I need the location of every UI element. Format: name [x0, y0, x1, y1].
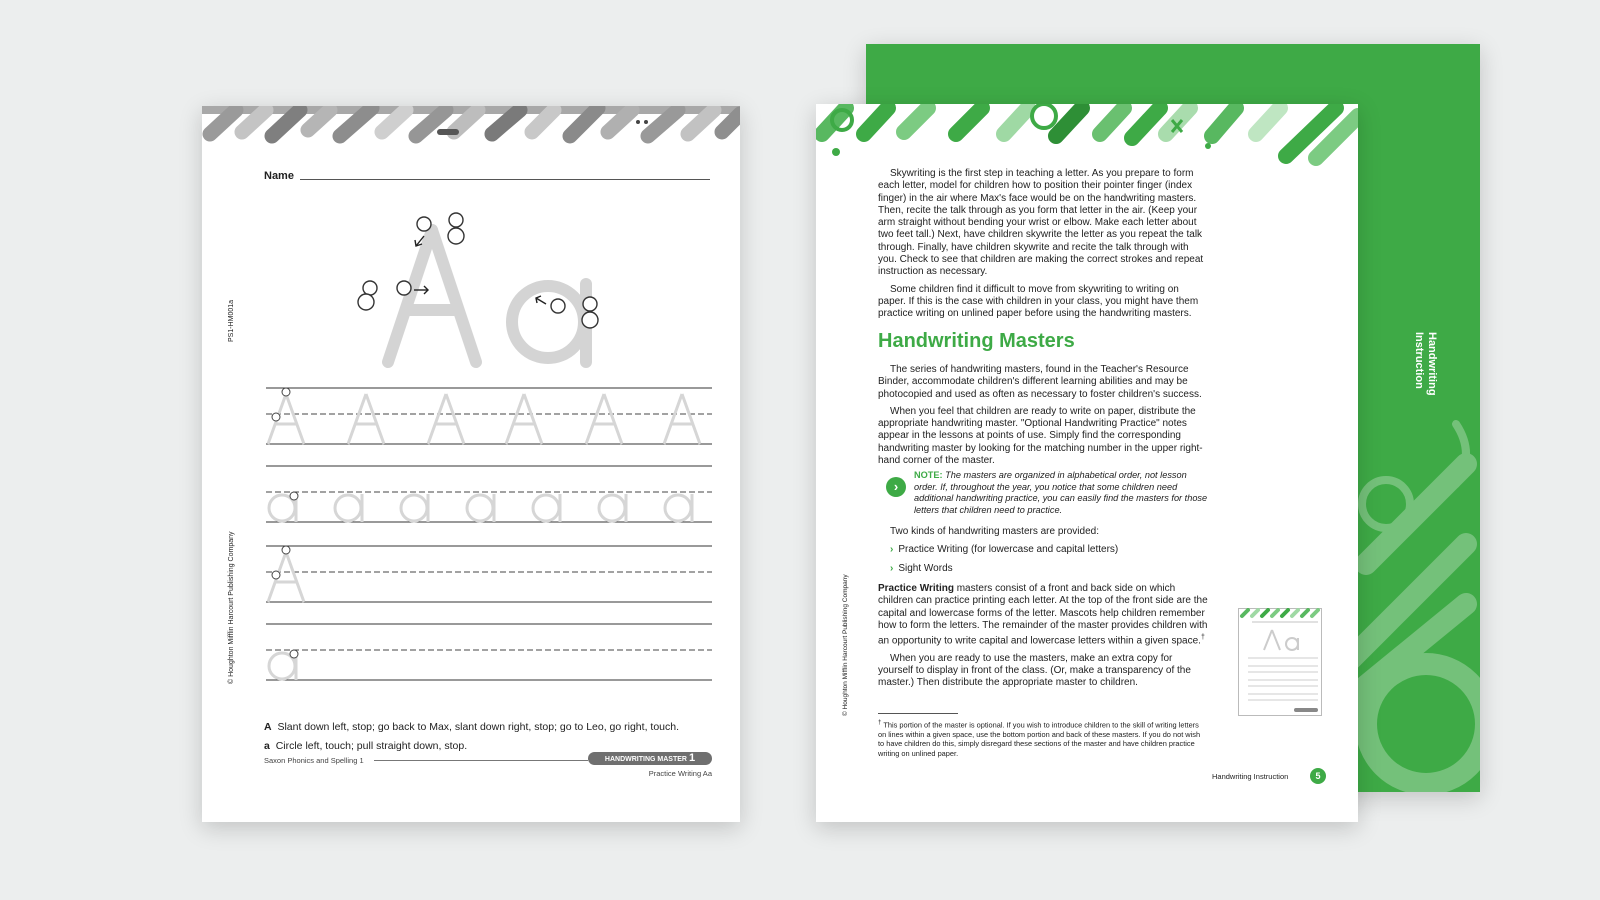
- instructions: [264, 718, 679, 756]
- footer-badge-text: HANDWRITING MASTER: [604, 756, 687, 763]
- instruction-letter: a: [264, 740, 270, 752]
- kinds-item-practice: [890, 544, 1118, 555]
- practice-lines: [266, 386, 712, 691]
- practice-paragraph: [878, 583, 1208, 648]
- kinds-item-sight-words: [890, 563, 953, 574]
- practice-text: [878, 583, 1208, 690]
- copyright-text: © Houghton Mifflin Harcourt Publishing Company: [228, 531, 235, 684]
- footer-subtitle: Practice Writing Aa: [648, 769, 712, 778]
- green-pattern-band: [816, 104, 1358, 174]
- intro-paragraph: Some children find it difficult to move from skywriting to writing on paper. If this is the case with children in your class, you might have them practice writing on unlined paper before using the handwriting masters.: [878, 283, 1199, 320]
- practice-body: masters consist of a front and back side on which children can practice printing each letter. At the top of the front side are the capital and lowercase forms of the letter. Mascots help children remember how to form the letters. The remainder of the master provides children with an opportunity to write capital and lowercase letters within a given space.: [878, 583, 1208, 647]
- footnote: [878, 718, 1208, 758]
- instruction-text: Circle left, touch; pull straight down, stop.: [275, 740, 468, 752]
- instruction-text: Slant down left, stop; go back to Max, slant down right, stop; go to Leo, go right, touch.: [277, 721, 680, 733]
- instruction-page: [816, 104, 1358, 822]
- gray-pattern-band: [202, 106, 740, 146]
- master-thumbnail: [1238, 608, 1322, 716]
- kinds-item-label: Sight Words: [898, 563, 953, 574]
- bullet-chevron-icon: ›: [890, 563, 894, 574]
- footnote-mark: †: [878, 719, 882, 726]
- kinds-item-label: Practice Writing (for lowercase and capital letters): [898, 544, 1119, 555]
- note-chevron-icon: ›: [886, 477, 906, 497]
- instruction-capital: [264, 718, 679, 737]
- bullet-chevron-icon: ›: [890, 544, 894, 555]
- section-paragraph: The series of handwriting masters, found in the Teacher's Resource Binder, accommodate children's different learning abilities and may be photocopied and used as often as necessary to foster children's success.: [878, 364, 1202, 400]
- tab-label: [1412, 332, 1438, 396]
- tab-label-line2: Instruction: [1413, 332, 1425, 389]
- kinds-intro: Two kinds of handwriting masters are provided:: [890, 526, 1099, 537]
- section-text: [878, 364, 1208, 467]
- footnote-text: This portion of the master is optional. If you wish to introduce children to the skill of writing letters on lines within a given space, use the bottom portion and back of these masters. If you do not wish to have children do this, simply disregard these sections of the master and have children practice writing on unlined paper.: [878, 720, 1201, 758]
- ready-paragraph: When you are ready to use the masters, make an extra copy for yourself to display in front of the class. (Or, make a transparency of the master.) Then distribute the appropriate master to children.: [878, 652, 1191, 689]
- handwriting-master-page: [202, 106, 740, 822]
- side-code: PS1-HM001a: [228, 299, 235, 342]
- footer-left: Saxon Phonics and Spelling 1: [264, 756, 364, 765]
- tab-label-line1: Handwriting: [1426, 332, 1438, 396]
- practice-sup: †: [1200, 634, 1205, 642]
- copyright-text: © Houghton Mifflin Harcourt Publishing Company: [842, 574, 849, 716]
- note-text: The masters are organized in alphabetical order, not lesson order. If, throughout the year, you notice that some children need additional handwriting practice, you can easily find the masters for those letters that children need to practice.: [914, 470, 1208, 515]
- footnote-rule: [878, 713, 958, 714]
- section-heading: Handwriting Masters: [878, 330, 1075, 352]
- note-box: [914, 470, 1208, 516]
- instruction-letter: A: [264, 721, 272, 733]
- footer-label: Handwriting Instruction: [1212, 772, 1289, 781]
- footer-badge: [588, 752, 712, 765]
- note-label: NOTE:: [914, 470, 943, 480]
- footer-badge-number: 1: [688, 752, 696, 764]
- model-letters-aa: [352, 206, 632, 376]
- name-label: Name: [264, 170, 294, 182]
- section-paragraph: When you feel that children are ready to write on paper, distribute the appropriate handwriting master. "Optional Handwriting Practice" notes appear in the lessons at points of use. Simply find the corresponding handwriting master by looking for the matching number in the upper right-hand corner of the master.: [878, 405, 1203, 467]
- intro-paragraph: Skywriting is the first step in teaching a letter. As you prepare to form each letter, model for children how to position their pointer finger (index finger) in the air where Max's face would be on the handwriting masters. Then, recite the talk through as you form that letter in the air. (Keep your arm straight without bending your wrist or elbow. Make each letter about two feet tall.) Next, have children skywrite the letter as you repeat the talk through. Finally, have children skywrite and recite the talk through with you. Check to see that children are making the correct strokes and repeat instruction as necessary.: [878, 168, 1204, 278]
- name-line: [300, 179, 710, 180]
- intro-text: [878, 168, 1206, 321]
- page-number-badge: 5: [1310, 768, 1326, 784]
- footer-rule: [374, 760, 588, 761]
- practice-bold: Practice Writing: [878, 583, 954, 594]
